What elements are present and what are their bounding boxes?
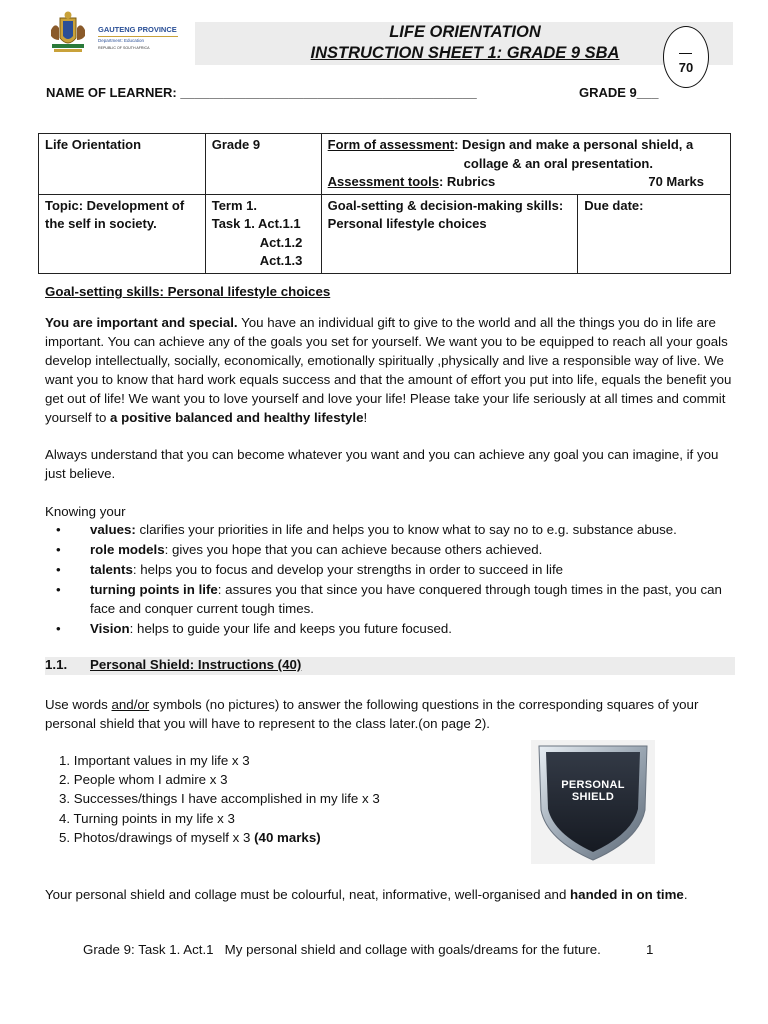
closing-text: Your personal shield and collage must be colourful, neat, informative, well-organised and	[45, 887, 571, 902]
task-line: Task 1. Act.1.1	[211, 216, 301, 231]
bullet-icon: •	[56, 582, 61, 597]
act-line: Act.1.3	[259, 253, 303, 268]
grade-cell: Grade 9	[205, 134, 321, 195]
tools-value: : Rubrics	[438, 174, 496, 189]
section-title: Personal Shield: Instructions (40)	[90, 657, 302, 672]
knowing-list	[45, 520, 735, 639]
shield-questions-list	[45, 751, 495, 847]
bullet-text: : assures you that since you have conquered through tough times in the past, you can face and conquer current tough times.	[90, 582, 722, 616]
bullet-icon: •	[56, 621, 61, 636]
logo-department-text: Department: Education	[98, 38, 145, 43]
bullet-icon: •	[56, 542, 61, 557]
intro-end: !	[363, 410, 368, 425]
list-item	[45, 580, 735, 618]
form-value: : Design and make a personal shield, a	[454, 137, 694, 152]
logo-divider	[98, 36, 178, 37]
list-item: 1. Important values in my life x 3	[59, 753, 250, 768]
bullet-term: talents	[90, 562, 133, 577]
instr-andor: and/or	[111, 697, 150, 712]
page-number: 1	[646, 942, 654, 957]
personal-shield-image	[531, 740, 655, 864]
tools-marks: 70 Marks	[648, 174, 704, 189]
act-line: Act.1.2	[259, 234, 303, 250]
subject-cell: Life Orientation	[39, 134, 206, 195]
bullet-term: values:	[90, 522, 136, 537]
knowing-label: Knowing your	[45, 504, 126, 519]
assessment-form-cell	[321, 134, 730, 195]
list-item	[45, 619, 735, 638]
total-marks: 70	[678, 60, 694, 75]
term-cell	[205, 194, 321, 273]
list-item: 2. People whom I admire x 3	[59, 772, 228, 788]
table-row	[39, 134, 731, 195]
form-value-cont: collage & an oral presentation.	[463, 155, 653, 171]
list-item	[45, 828, 495, 847]
logo-republic-text: REPUBLIC OF SOUTH AFRICA	[98, 46, 150, 50]
question-marks: (40 marks)	[254, 829, 321, 845]
closing-paragraph	[45, 885, 735, 904]
topic-cell: Topic: Development of the self in society.	[39, 194, 206, 273]
bullet-icon: •	[56, 562, 61, 577]
section-number: 1.1.	[45, 657, 68, 672]
term-line: Term 1.	[211, 197, 257, 213]
list-item	[45, 560, 735, 579]
gauteng-logo	[46, 10, 186, 62]
skills-line: Personal lifestyle choices	[327, 216, 487, 231]
learner-name-field[interactable]: NAME OF LEARNER: _________________________________________	[46, 85, 477, 100]
closing-end: .	[683, 887, 688, 902]
intro-text: You have an individual gift to give to the world and all the things you do in life are important. You can achieve any of the goals you set for yourself. We want you to be equipped to reach all your goals develop intellectually, socially, economically, emotionally spiritually ,physically and live a responsible way of live. We want you to know that hard work equals success and that the amount of effort you put into life, equals the benefit you get out of life! We want you to love yourself and love your life! Please take your life seriously at all times and commit yourself to	[45, 315, 732, 425]
question-text: 5. Photos/drawings of myself x 3	[59, 829, 255, 845]
bullet-term: turning points in life	[90, 582, 218, 597]
bullet-text: : helps you to focus and develop your strengths in order to succeed in life	[132, 562, 564, 577]
intro-heading: Goal-setting skills: Personal lifestyle choices	[45, 284, 331, 299]
intro-bold-end: a positive balanced and healthy lifestyle	[110, 410, 364, 425]
bullet-text: clarifies your priorities in life and helps you to know what to say no to e.g. substance abuse.	[135, 522, 677, 537]
bullet-text: : helps to guide your life and keeps you future focused.	[129, 621, 452, 636]
intro-paragraph	[45, 313, 735, 427]
tools-label: Assessment tools	[327, 174, 439, 189]
list-item	[45, 540, 735, 559]
table-row	[39, 194, 731, 273]
list-item: 3. Successes/things I have accomplished in my life x 3	[59, 791, 380, 807]
instr-text: Use words	[45, 697, 112, 712]
marks-score-blank	[679, 53, 692, 54]
bullet-icon: •	[56, 522, 61, 537]
page-footer: Grade 9: Task 1. Act.1 My personal shield and collage with goals/dreams for the future.	[83, 942, 601, 957]
grade-field[interactable]: GRADE 9___	[579, 85, 659, 100]
page-subtitle: INSTRUCTION SHEET 1: GRADE 9 SBA	[310, 44, 620, 62]
list-item: 4. Turning points in my life x 3	[59, 810, 235, 826]
page-title: LIFE ORIENTATION	[389, 23, 541, 41]
closing-bold: handed in on time	[570, 887, 684, 902]
list-item	[45, 520, 735, 539]
bullet-text: : gives you hope that you can achieve because others achieved.	[164, 542, 543, 557]
skills-line: Goal-setting & decision-making skills:	[327, 197, 564, 213]
bullet-term: role models	[90, 542, 165, 557]
form-label: Form of assessment	[327, 137, 455, 152]
intro-bold: You are important and special.	[45, 315, 238, 330]
skills-cell	[321, 194, 578, 273]
shield-label-line1: PERSONAL	[561, 779, 625, 791]
bullet-term: Vision	[90, 621, 130, 636]
logo-province-text: GAUTENG PROVINCE	[98, 25, 177, 34]
instr-text-cont: symbols (no pictures) to answer the following questions in the corresponding squares of your personal shield that you will have to represent to the class later.(on page 2).	[45, 697, 699, 731]
shield-label-line2: SHIELD	[571, 791, 615, 803]
total-marks-oval	[663, 26, 709, 88]
believe-paragraph: Always understand that you can become whatever you want and you can achieve any goal you can imagine, if you just believe.	[45, 447, 719, 481]
assessment-info-table	[38, 133, 731, 274]
due-date-cell: Due date:	[578, 194, 731, 273]
instructions-paragraph	[45, 695, 735, 733]
